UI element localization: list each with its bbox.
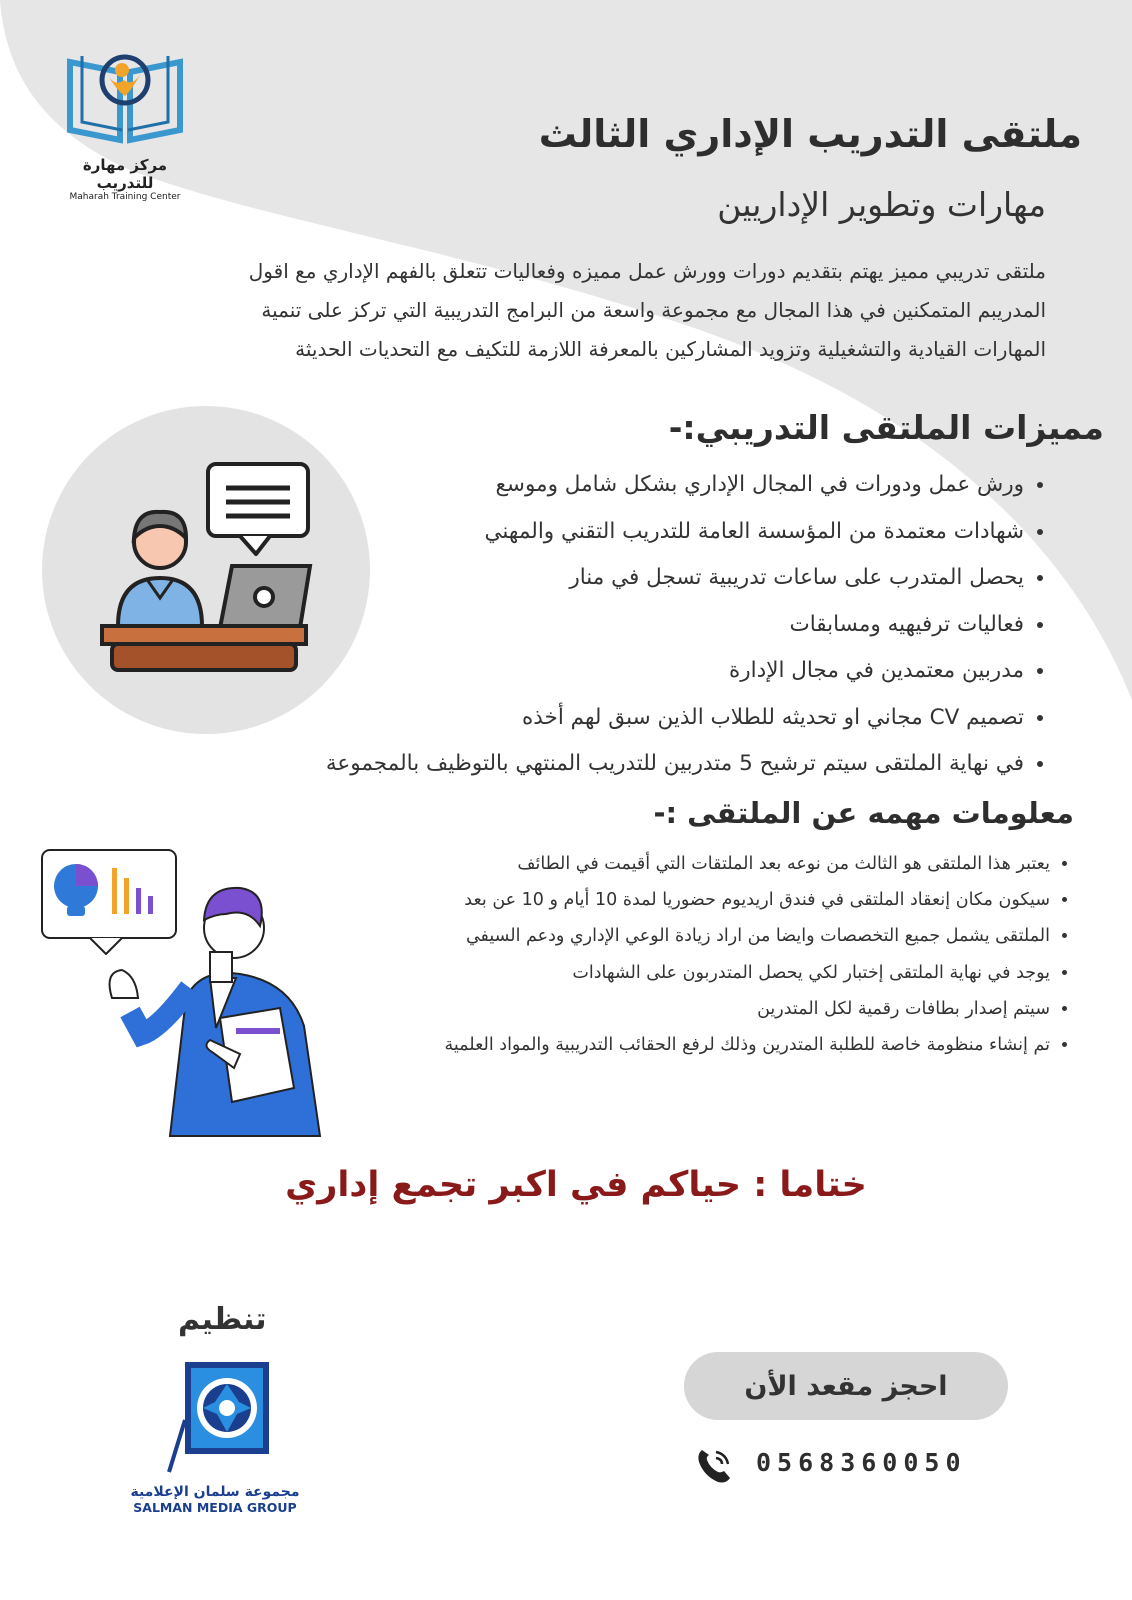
logo-english-name: Maharah Training Center	[69, 192, 181, 202]
features-title: مميزات الملتقى التدريبي:-	[668, 408, 1104, 447]
logo-arabic-name: مركز مهارة للتدريب	[82, 156, 168, 192]
list-item: • يحصل المتدرب على ساعات تدريبية تسجل في منار	[204, 555, 1024, 602]
book-logo-icon	[62, 50, 188, 148]
info-list	[350, 846, 1070, 1063]
list-item: • يوجد في نهاية الملتقى إختبار لكي يحصل المتدربون على الشهادات	[350, 955, 1050, 991]
features-list	[204, 462, 1046, 788]
camera-aperture-icon	[155, 1360, 275, 1478]
intro-paragraph	[146, 252, 1046, 369]
list-item: • الملتقى يشمل جميع التخصصات وايضا من اراد زيادة الوعي الإداري ودعم السيفي	[350, 918, 1050, 954]
intro-line: المدريبم المتمكنين في هذا المجال مع مجموعة واسعة من البرامج التدريبية التي تركز على تنمية	[261, 298, 1046, 322]
book-seat-button[interactable]: احجز مقعد الأن	[684, 1352, 1008, 1420]
page-subtitle: مهارات وتطوير الإداريين	[717, 185, 1046, 224]
list-item: • في نهاية الملتقى سيتم ترشيح 5 متدربين للتدريب المنتهي بالتوظيف بالمجموعة	[204, 741, 1024, 788]
salman-media-logo	[125, 1360, 305, 1515]
list-item: • فعاليات ترفيهيه ومسابقات	[204, 602, 1024, 649]
phone-number: 0568360050	[756, 1448, 967, 1477]
info-title: معلومات مهمه عن الملتقى :-	[653, 796, 1074, 830]
maharah-logo	[60, 50, 190, 202]
organizer-label: تنظيم	[178, 1302, 267, 1337]
list-item: • مدربين معتمدين في مجال الإدارة	[204, 648, 1024, 695]
list-item: • ورش عمل ودورات في المجال الإداري بشكل شامل وموسع	[204, 462, 1024, 509]
list-item: • سيكون مكان إنعقاد الملتقى في فندق اريديوم حضوريا لمدة 10 أيام و 10 عن بعد	[350, 882, 1050, 918]
page-title: ملتقى التدريب الإداري الثالث	[538, 112, 1082, 156]
list-item: • سيتم إصدار بطافات رقمية لكل المتدرين	[350, 991, 1050, 1027]
presenter-illustration	[40, 848, 330, 1138]
list-item: • يعتبر هذا الملتقى هو الثالث من نوعه بعد الملتقات التي أقيمت في الطائف	[350, 846, 1050, 882]
closing-text: ختاما : حياكم في اكبر تجمع إداري	[285, 1165, 867, 1205]
list-item: • تم إنشاء منظومة خاصة للطلبة المتدرين وذلك لرفع الحقائب التدريبية والمواد العلمية	[350, 1027, 1050, 1063]
phone-icon	[694, 1446, 734, 1486]
organizer-english-name: SALMAN MEDIA GROUP	[133, 1500, 297, 1515]
organizer-arabic-name: مجموعة سلمان الإعلامية	[130, 1484, 300, 1500]
list-item: • تصميم CV مجاني او تحديثه للطلاب الذين سبق لهم أخذه	[204, 695, 1024, 742]
intro-line: المهارات القيادية والتشغيلية وتزويد المشاركين بالمعرفة اللازمة للتكيف مع التحديات الحديثة	[295, 337, 1046, 361]
intro-line: ملتقى تدريبي مميز يهتم بتقديم دورات وورش عمل مميزه وفعاليات تتعلق بالفهم الإداري مع اقول	[248, 259, 1046, 283]
list-item: • شهادات معتمدة من المؤسسة العامة للتدريب التقني والمهني	[204, 509, 1024, 556]
